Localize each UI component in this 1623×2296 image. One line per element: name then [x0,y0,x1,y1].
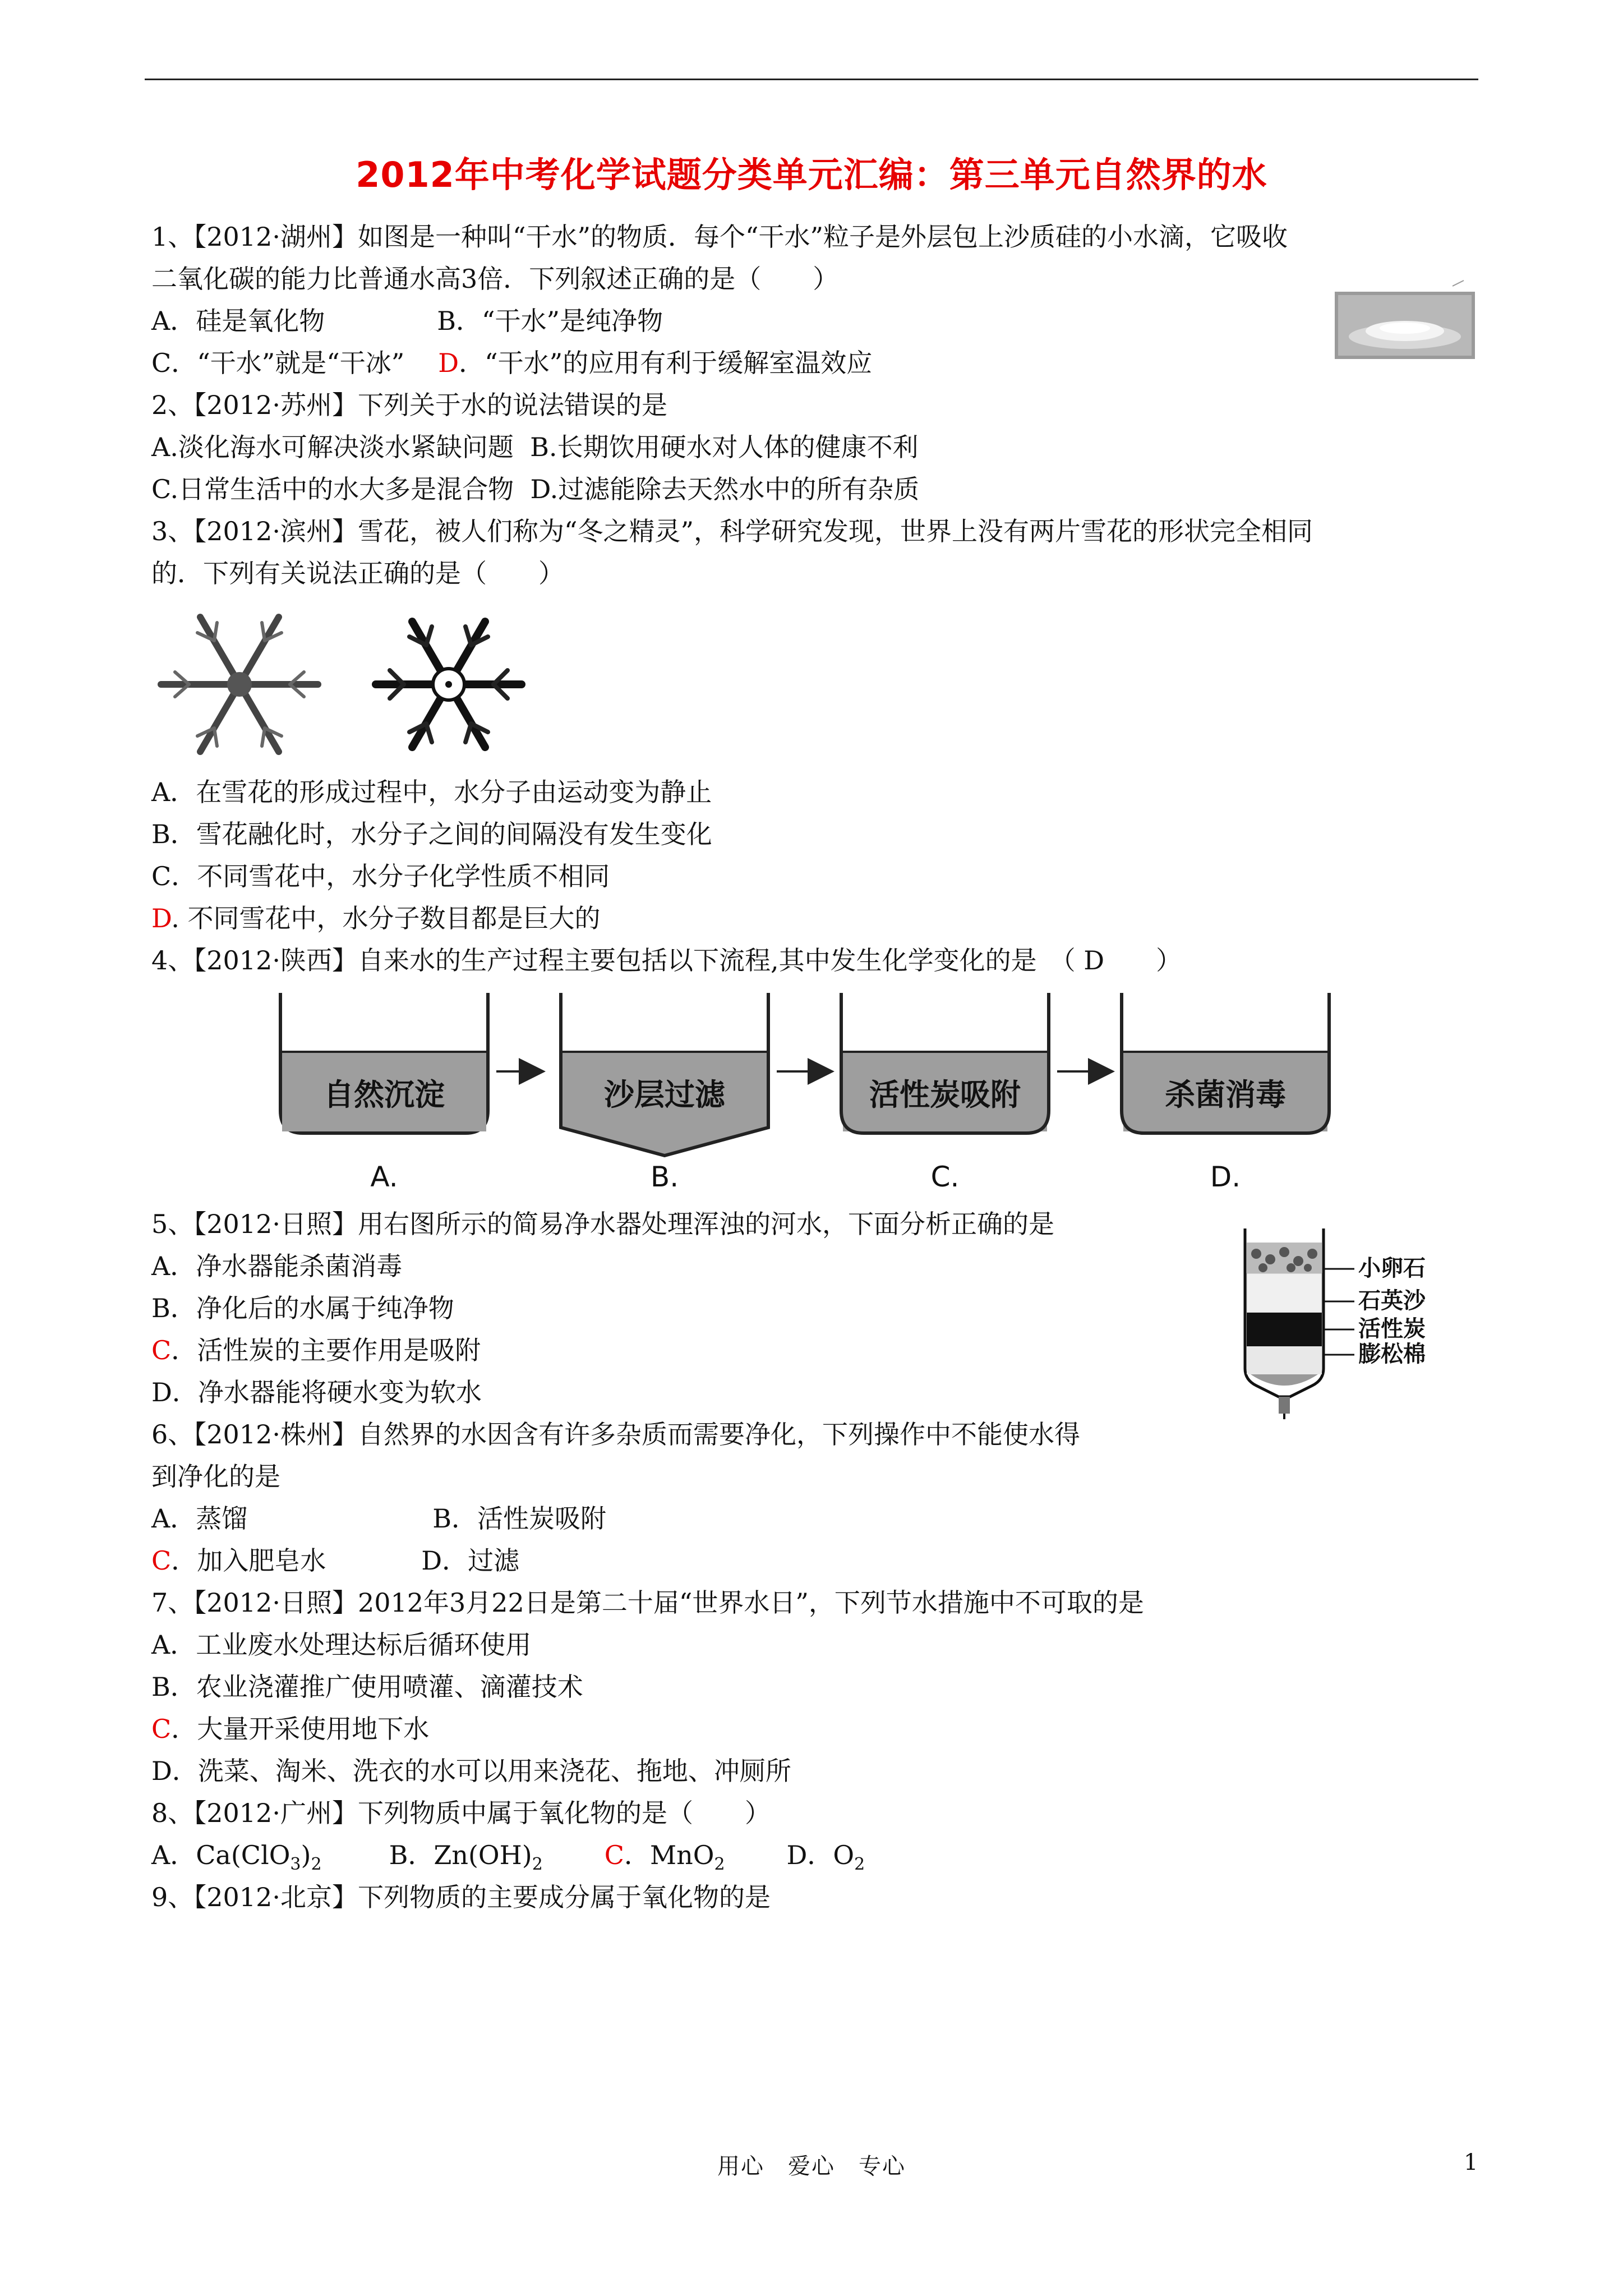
page-number: 1 [1464,2150,1478,2175]
q8-stem: 8、【2012·广州】下列物质中属于氧化物的是（ ） [151,1798,771,1828]
q8-option-b: B．$Zn(OH)_2$ [389,1840,543,1874]
q5-option-b: B．净化后的水属于纯净物 [151,1293,454,1323]
q1-stem-line1: 1、【2012·湖州】如图是一种叫“干水”的物质．每个“干水”粒子是外层包上沙质硅的小水滴，它吸收 [151,222,1288,252]
q3-stem-line1: 3、【2012·滨州】雪花，被人们称为“冬之精灵”，科学研究发现，世界上没有两片雪花的形状完全相同 [151,516,1313,546]
q1-option-c: C．“干水”就是“干冰” [151,348,405,378]
q9-stem: 9、【2012·北京】下列物质的主要成分属于氧化物的是 [151,1882,771,1912]
q5-option-a: A．净水器能杀菌消毒 [151,1251,403,1281]
footer-motto: 用心 爱心 专心 [717,2154,906,2179]
dry-water-photo [1335,275,1475,359]
q3-stem-line2: 的．下列有关说法正确的是（ ） [151,558,564,588]
q2-options-cd [151,472,919,506]
step-b-label: 沙层过滤 [604,1077,725,1112]
q7-stem: 7、【2012·日照】2012年3月22日是第二十届“世界水日”，下列节水措施中不可取的是 [151,1588,1144,1618]
q3-option-b: B．雪花融化时，水分子之间的间隔没有发生变化 [151,819,712,849]
step-c-letter: C. [930,1161,960,1193]
q1-options-cd [151,346,872,380]
water-purifier-diagram [1234,1228,1469,1419]
q2-option-d: D.过滤能除去天然水中的所有杂质 [530,474,920,504]
q6-stem-line2: 到净化的是 [151,1461,280,1492]
q5-option-d: D．净水器能将硬水变为软水 [151,1377,482,1407]
q8-option-c: C．MnO$_2$ [604,1840,725,1874]
q8-answer-letter: C [604,1840,624,1870]
q1-answer-letter: D [438,348,459,378]
step-c-label: 活性炭吸附 [869,1077,1021,1112]
step-d-letter: D. [1210,1161,1241,1193]
q5-answer-letter: C [151,1335,172,1365]
q8-option-d: D．$O_2$ [786,1840,865,1874]
q7-option-d: D．洗菜、淘米、洗衣的水可以用来浇花、拖地、冲厕所 [151,1756,791,1786]
step-b-letter: B. [650,1161,679,1193]
step-a-label: 自然沉淀 [324,1077,445,1112]
q1-option-b: B．“干水”是纯净物 [437,306,663,336]
q3-option-d-line [151,901,601,935]
q5-option-c-line [151,1333,481,1367]
q6-option-b: B．活性炭吸附 [432,1503,607,1534]
q6-stem-line1: 6、【2012·株州】自然界的水因含有许多杂质而需要净化，下列操作中不能使水得 [151,1419,1080,1450]
q6-option-a: A．蒸馏 [151,1503,248,1534]
step-b-container [561,993,768,1156]
q6-answer-letter: C [151,1545,172,1576]
q7-option-b: B．农业浇灌推广使用喷灌、滴灌技术 [151,1672,583,1702]
q5-option-c: ．活性炭的主要作用是吸附 [171,1335,481,1365]
q2-option-c: C.日常生活中的水大多是混合物 [151,474,514,504]
q3-option-d: . 不同雪花中，水分子数目都是巨大的 [171,903,601,933]
q2-option-a: A.淡化海水可解决淡水紧缺问题 [151,432,514,462]
q2-options-ab [151,430,919,464]
q1-option-a: A．硅是氧化物 [151,306,325,336]
q2-option-b: B.长期饮用硬水对人体的健康不利 [530,432,919,462]
q1-option-d: ．“干水”的应用有利于缓解室温效应 [459,348,873,378]
q4-stem: 4、【2012·陕西】自来水的生产过程主要包括以下流程,其中发生化学变化的是 （ D ） [151,945,1182,976]
layer-quartz-sand-label: 石英沙 [1358,1288,1426,1314]
q1-stem-line2: 二氧化碳的能力比普通水高3倍．下列叙述正确的是（ ） [151,264,839,294]
q7-option-c-line [151,1712,429,1746]
q6-options-cd [151,1544,519,1577]
q8-option-a: A．$Ca(ClO_3)_2$ [151,1840,322,1874]
q3-answer-letter: D [151,903,172,933]
header-rule [145,79,1478,80]
q3-option-a: A．在雪花的形成过程中，水分子由运动变为静止 [151,777,712,807]
q7-option-a: A．工业废水处理达标后循环使用 [151,1630,532,1660]
q7-answer-letter: C [151,1714,172,1744]
q6-option-d: D．过滤 [421,1545,520,1576]
q8-options [151,1838,865,1881]
q7-option-c: ．大量开采使用地下水 [171,1714,430,1744]
water-treatment-flow-diagram [275,993,1352,1195]
layer-pebbles-label: 小卵石 [1358,1255,1426,1281]
q5-stem: 5、【2012·日照】用右图所示的简易净水器处理浑浊的河水，下面分析正确的是 [151,1209,1054,1239]
layer-activated-carbon-label: 活性炭 [1358,1316,1426,1342]
step-d-label: 杀菌消毒 [1165,1077,1286,1112]
q1-options-ab [151,304,663,338]
layer-cotton-label: 膨松棉 [1358,1341,1426,1367]
step-a-letter: A. [370,1161,398,1193]
q3-option-c: C．不同雪花中，水分子化学性质不相同 [151,861,610,891]
q6-options-ab [151,1502,606,1535]
page-title: 2012年中考化学试题分类单元汇编：第三单元自然界的水 [356,154,1267,195]
snowflake-1-image [147,606,338,763]
q6-option-c: ．加入肥皂水 [171,1545,326,1576]
q2-stem: 2、【2012·苏州】下列关于水的说法错误的是 [151,390,667,420]
snowflake-2-image [365,606,533,763]
